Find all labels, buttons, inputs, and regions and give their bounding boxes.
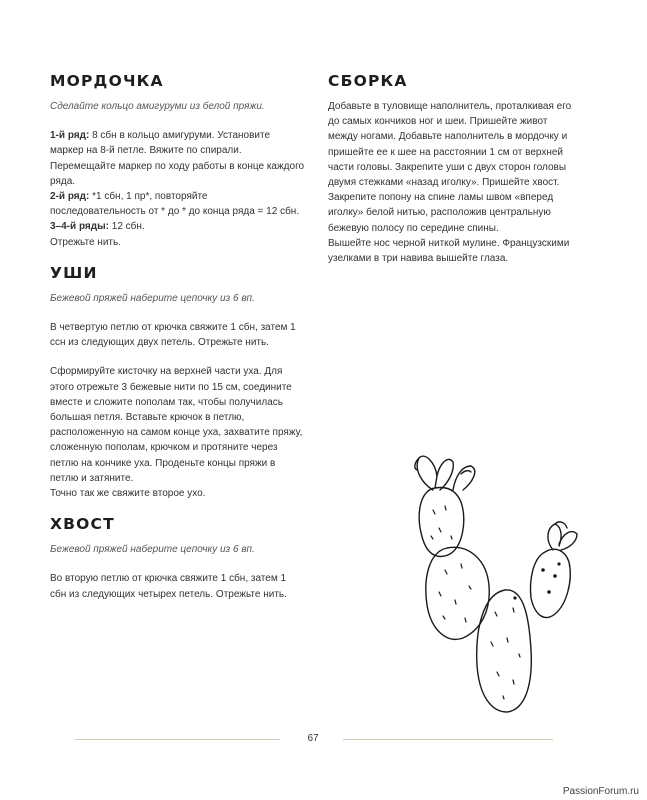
row1-text: 8 сбн в кольцо амигуруми. Установите маркер на 8-й петле. Вяжите по спирали. Перемещайте маркер по ходу работы в конце каждого ряда.	[50, 130, 305, 187]
section-title-ushi: УШИ	[50, 263, 98, 282]
footer-rule-right	[343, 739, 553, 740]
khvost-intro: Бежевой пряжей наберите цепочку из 6 вп.	[50, 544, 255, 556]
row2-text: *1 сбн, 1 пр*, повторяйте последовательность от * до * до конца ряда = 12 сбн.	[50, 191, 300, 218]
ushi-p2: Сформируйте кисточку на верхней части уха. Для этого отрежьте 3 бежевые нити по 15 см, соедините вместе и сложите пополам так, чтобы получилась большая петля. Вставьте крючок в петлю, расположенную на самом конце уха, захватите пряжу, сложенную пополам, крючком и протяните через петлю на кончике уха. Проденьте концы пряжи в петлю и затяните.	[50, 366, 303, 484]
khvost-p1: Во вторую петлю от крючка свяжите 1 сбн, затем 1 сбн из следующих четырех петель. Отрежьте нить.	[50, 573, 287, 600]
mordochka-row34	[50, 219, 305, 234]
cactus-icon	[395, 440, 615, 730]
row1-label: 1-й ряд:	[50, 130, 90, 142]
section-title-mordochka: МОРДОЧКА	[50, 72, 164, 90]
page-footer	[0, 733, 647, 745]
footer-rule-left	[75, 739, 280, 740]
sborka-p1: Добавьте в туловище наполнитель, проталкивая его до самых кончиков ног и шеи. Пришейте живот между ногами. Добавьте наполнитель в мордочку и пришейте ее к шее на расстоянии 1 см от верхней части головы. Закрепите уши с двух сторон головы двумя стежками «назад иголку». Пришейте хвост. Закрепите попону на спине ламы швом «вперед иголку» белой нитью, расположив центральную бежевую полосу по середине спины.	[328, 101, 572, 234]
watermark: PassionForum.ru	[562, 786, 639, 797]
right-column	[328, 72, 573, 266]
sborka-p2: Вышейте нос черной ниткой мулине. Французскими узелками в три навива вышейте глаза.	[328, 237, 570, 265]
section-title-khvost: ХВОСТ	[50, 515, 115, 534]
row34-label: 3–4-й ряды:	[50, 221, 109, 233]
mordochka-row2	[50, 189, 305, 219]
page-number: 67	[307, 733, 319, 744]
mordochka-intro: Сделайте кольцо амигуруми из белой пряжи.	[50, 101, 265, 112]
ushi-p3: Точно так же свяжите второе ухо.	[50, 488, 206, 500]
mordochka-row1	[50, 128, 305, 189]
ushi-intro: Бежевой пряжей наберите цепочку из 6 вп.	[50, 292, 255, 304]
row34-text: 12 сбн.	[108, 221, 145, 233]
left-column	[50, 72, 305, 602]
mordochka-cut: Отрежьте нить.	[50, 236, 121, 248]
row2-label: 2-й ряд:	[50, 191, 90, 203]
section-title-sborka: СБОРКА	[328, 72, 408, 90]
ushi-p1: В четвертую петлю от крючка свяжите 1 сбн, затем 1 ссн из следующих двух петель. Отрежьте нить.	[50, 322, 296, 349]
